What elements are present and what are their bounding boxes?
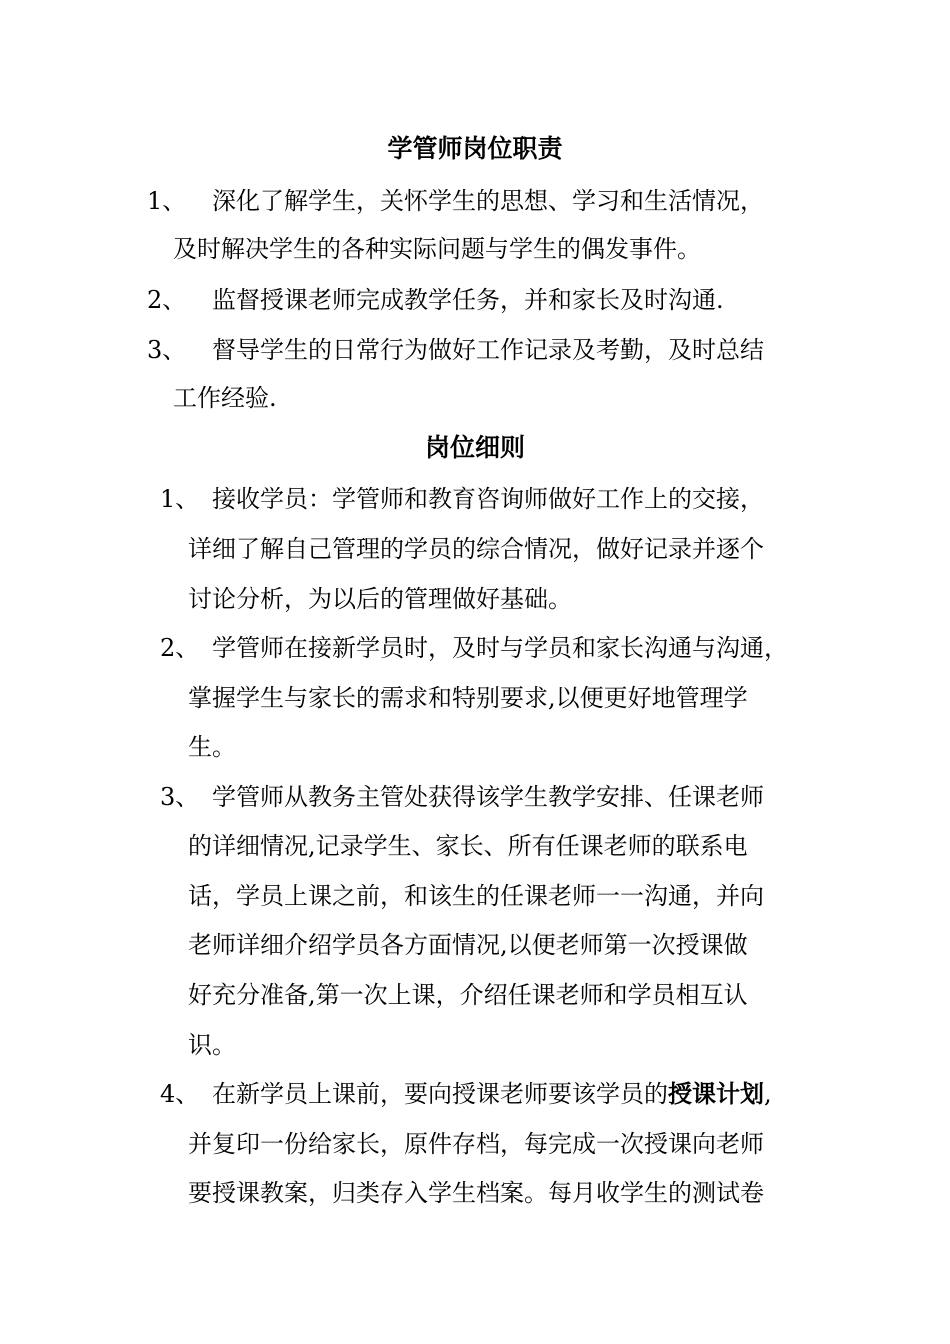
heading-job-duties: 学管师岗位职责: [387, 134, 563, 163]
heading-job-rules: 岗位细则: [424, 433, 525, 462]
rule-2-number: 2、: [160, 634, 200, 662]
rule-3-line-1: 学管师从教务主管处获得该学生教学安排、任课老师: [212, 783, 764, 811]
duty-3-line-2: 工作经验.: [173, 384, 277, 412]
duty-3-number: 3、: [147, 336, 187, 364]
duty-1-number: 1、: [147, 187, 187, 215]
duty-2-line-1: 监督授课老师完成教学任务，并和家长及时沟通.: [212, 286, 724, 314]
rule-1-line-2: 详细了解自己管理的学员的综合情况，做好记录并逐个: [188, 535, 764, 563]
rule-3-line-4: 老师详细介绍学员各方面情况,以便老师第一次授课做: [188, 931, 748, 959]
rule-2-line-1: 学管师在接新学员时，及时与学员和家长沟通与沟通，: [212, 634, 788, 662]
rule-3-line-6: 识。: [188, 1031, 236, 1059]
rule-3-line-5: 好充分准备,第一次上课，介绍任课老师和学员相互认: [188, 981, 748, 1009]
rule-2-line-3: 生。: [188, 733, 236, 761]
rule-3-line-3: 话，学员上课之前，和该生的任课老师一一沟通，并向: [188, 882, 764, 910]
rule-4-number: 4、: [160, 1080, 200, 1108]
rule-4-line-1: [212, 1079, 772, 1109]
rule-1-line-3: 讨论分析，为以后的管理做好基础。: [188, 585, 572, 613]
duty-3-line-1: 督导学生的日常行为做好工作记录及考勤，及时总结: [212, 336, 764, 364]
rule-3-line-2: 的详细情况,记录学生、家长、所有任课老师的联系电: [188, 832, 748, 860]
rule-2-line-2: 掌握学生与家长的需求和特别要求,以便更好地管理学: [188, 684, 748, 712]
rule-4-line-1-punct: ,: [764, 1080, 772, 1108]
rule-4-line-2: 并复印一份给家长，原件存档，每完成一次授课向老师: [188, 1130, 764, 1158]
rule-4-line-1-text: 在新学员上课前，要向授课老师要该学员的: [212, 1080, 668, 1108]
rule-3-number: 3、: [160, 783, 200, 811]
rule-4-line-3: 要授课教案，归类存入学生档案。每月收学生的测试卷: [188, 1179, 764, 1207]
rule-1-line-1: 接收学员：学管师和教育咨询师做好工作上的交接，: [212, 485, 764, 513]
duty-1-line-1: 深化了解学生，关怀学生的思想、学习和生活情况，: [212, 187, 764, 215]
duty-2-number: 2、: [147, 286, 187, 314]
duty-1-line-2: 及时解决学生的各种实际问题与学生的偶发事件。: [173, 235, 701, 263]
rule-1-number: 1、: [160, 485, 200, 513]
lesson-plan-bold-term: 授课计划: [668, 1079, 764, 1108]
